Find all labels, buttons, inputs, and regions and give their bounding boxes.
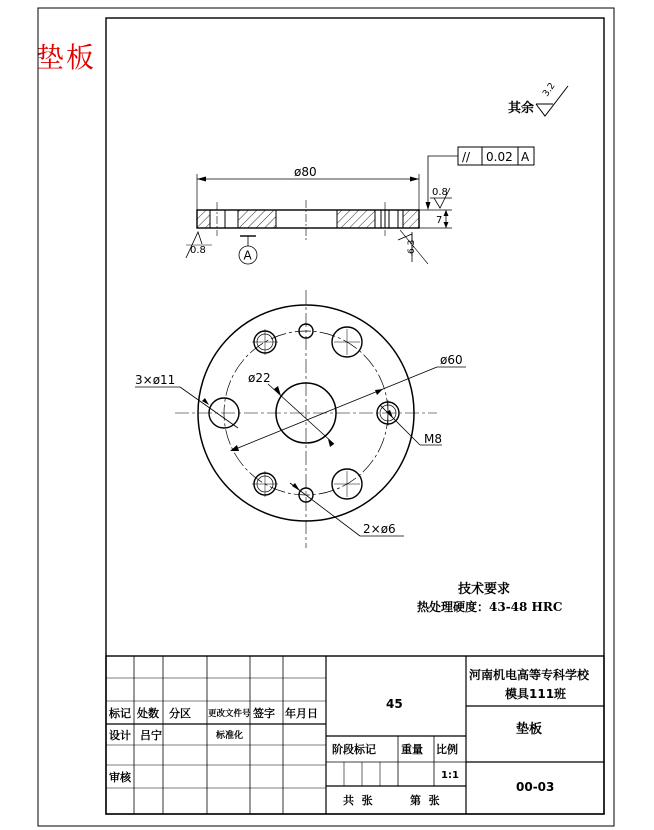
roughness-symbol-top [430, 187, 452, 208]
tb-mark: 标记 [109, 707, 131, 720]
dim-outer-diameter: ø80 [294, 165, 317, 179]
dim-thread: M8 [424, 432, 442, 446]
tb-scale-label: 比例 [436, 743, 458, 756]
tb-school: 河南机电高等专科学校 [469, 668, 590, 682]
tb-total-sheets: 共 张 [343, 794, 373, 807]
tb-design: 设计 [109, 729, 131, 742]
dim-thickness: 7 [436, 215, 443, 226]
tb-part-name: 垫板 [516, 722, 543, 737]
tb-change-doc: 更改文件号 [208, 709, 251, 719]
tb-date: 年月日 [285, 707, 318, 720]
tb-zone: 分区 [169, 707, 191, 720]
tb-sheet-no: 第 张 [410, 794, 440, 807]
datum-symbol [239, 236, 257, 264]
roughness-symbol-general [536, 81, 568, 116]
dim-bolt-circle: ø60 [440, 353, 463, 367]
tolerance-frame [426, 147, 535, 210]
dim-holes-large: 3×ø11 [135, 373, 176, 387]
tb-material: 45 [386, 697, 403, 711]
tb-designer: 吕宁 [140, 729, 162, 742]
tb-review: 审核 [109, 771, 131, 784]
dim-bore: ø22 [248, 371, 271, 385]
dim-holes-small: 2×ø6 [363, 522, 396, 536]
section-view [197, 165, 452, 240]
datum-letter: A [243, 248, 252, 263]
tb-weight: 重量 [401, 743, 423, 756]
tb-class: 模具111班 [505, 687, 567, 701]
tb-count: 处数 [137, 707, 159, 720]
tolerance-datum: A [521, 150, 530, 164]
tolerance-value: 0.02 [486, 150, 513, 164]
roughness-value-63: 6.3 [407, 239, 417, 254]
tech-req-heading: 技术要求 [458, 582, 511, 597]
tolerance-symbol: // [462, 150, 471, 164]
roughness-value-left: 0.8 [190, 245, 206, 256]
roughness-symbol-left [186, 232, 212, 258]
tech-req-hardness: 热处理硬度：43-48 HRC [417, 600, 563, 614]
tb-signature: 签字 [253, 707, 275, 720]
roughness-value-general: 3.2 [541, 81, 558, 99]
page-title: 垫板 [36, 41, 97, 74]
roughness-symbol-63 [398, 230, 428, 264]
tb-scale: 1:1 [441, 770, 459, 781]
tb-standardization: 标准化 [216, 731, 244, 741]
tb-stage-mark: 阶段标记 [332, 743, 376, 756]
plan-view [135, 290, 466, 548]
others-label: 其余 [508, 101, 535, 116]
tb-drawing-no: 00-03 [516, 780, 555, 794]
roughness-value-top: 0.8 [432, 187, 448, 198]
